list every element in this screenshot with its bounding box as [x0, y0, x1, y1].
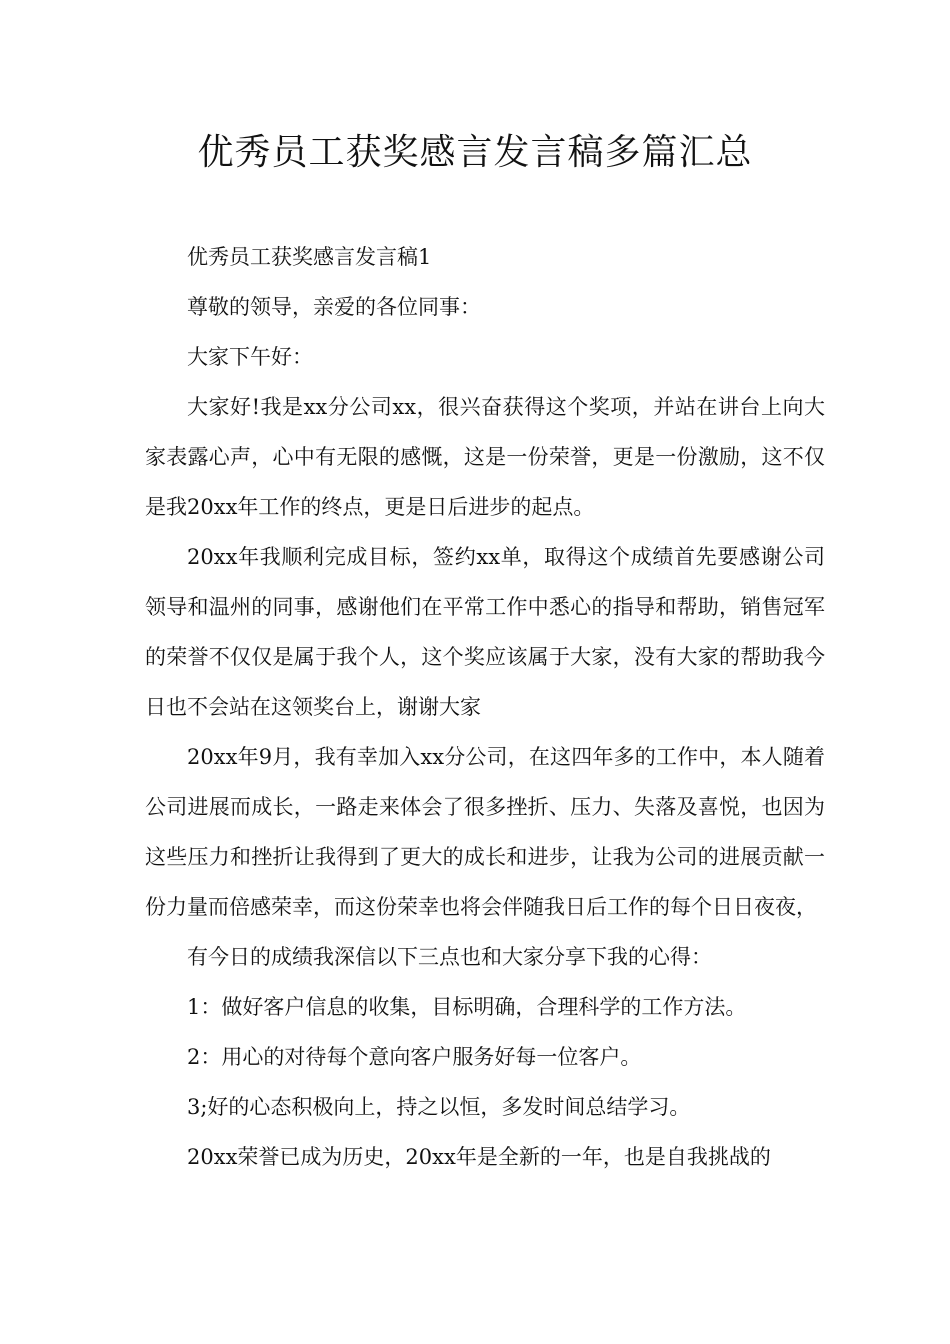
document-title: 优秀员工获奖感言发言稿多篇汇总: [197, 132, 753, 173]
paragraph-greeting: 大家下午好：: [187, 345, 313, 369]
list-item: 1：做好客户信息的收集，目标明确，合理科学的工作方法。: [187, 995, 747, 1019]
paragraph-introduction: 大家好!我是xx分公司xx，很兴奋获得这个奖项，并站在讲台上向大家表露心声，心中有无限的感慨，这是一份荣誉，更是一份激励，这不仅是我20xx年工作的终点，更是日后进步的起点。: [145, 395, 825, 519]
paragraph-closing: 20xx荣誉已成为历史，20xx年是全新的一年，也是自我挑战的: [187, 1145, 771, 1169]
paragraph-achievement: 20xx年我顺利完成目标，签约xx单，取得这个成绩首先要感谢公司领导和温州的同事，感谢他们在平常工作中悉心的指导和帮助，销售冠军的荣誉不仅仅是属于我个人，这个奖应该属于大家，没有大家的帮助我今日也不会站在这领奖台上，谢谢大家: [145, 545, 825, 719]
paragraph-heading: 优秀员工获奖感言发言稿1: [187, 245, 432, 269]
paragraph-insights-intro: 有今日的成绩我深信以下三点也和大家分享下我的心得：: [187, 945, 712, 969]
list-item: 2：用心的对待每个意向客户服务好每一位客户。: [187, 1045, 642, 1069]
list-item: 3;好的心态积极向上，持之以恒，多发时间总结学习。: [187, 1095, 691, 1119]
document-body: [145, 232, 825, 1182]
paragraph-salutation: 尊敬的领导，亲爱的各位同事：: [187, 295, 481, 319]
paragraph-experience: 20xx年9月，我有幸加入xx分公司，在这四年多的工作中，本人随着公司进展而成长，一路走来体会了很多挫折、压力、失落及喜悦，也因为这些压力和挫折让我得到了更大的成长和进步，让我为公司的进展贡献一份力量而倍感荣幸，而这份荣幸也将会伴随我日后工作的每个日日夜夜，: [145, 745, 825, 919]
